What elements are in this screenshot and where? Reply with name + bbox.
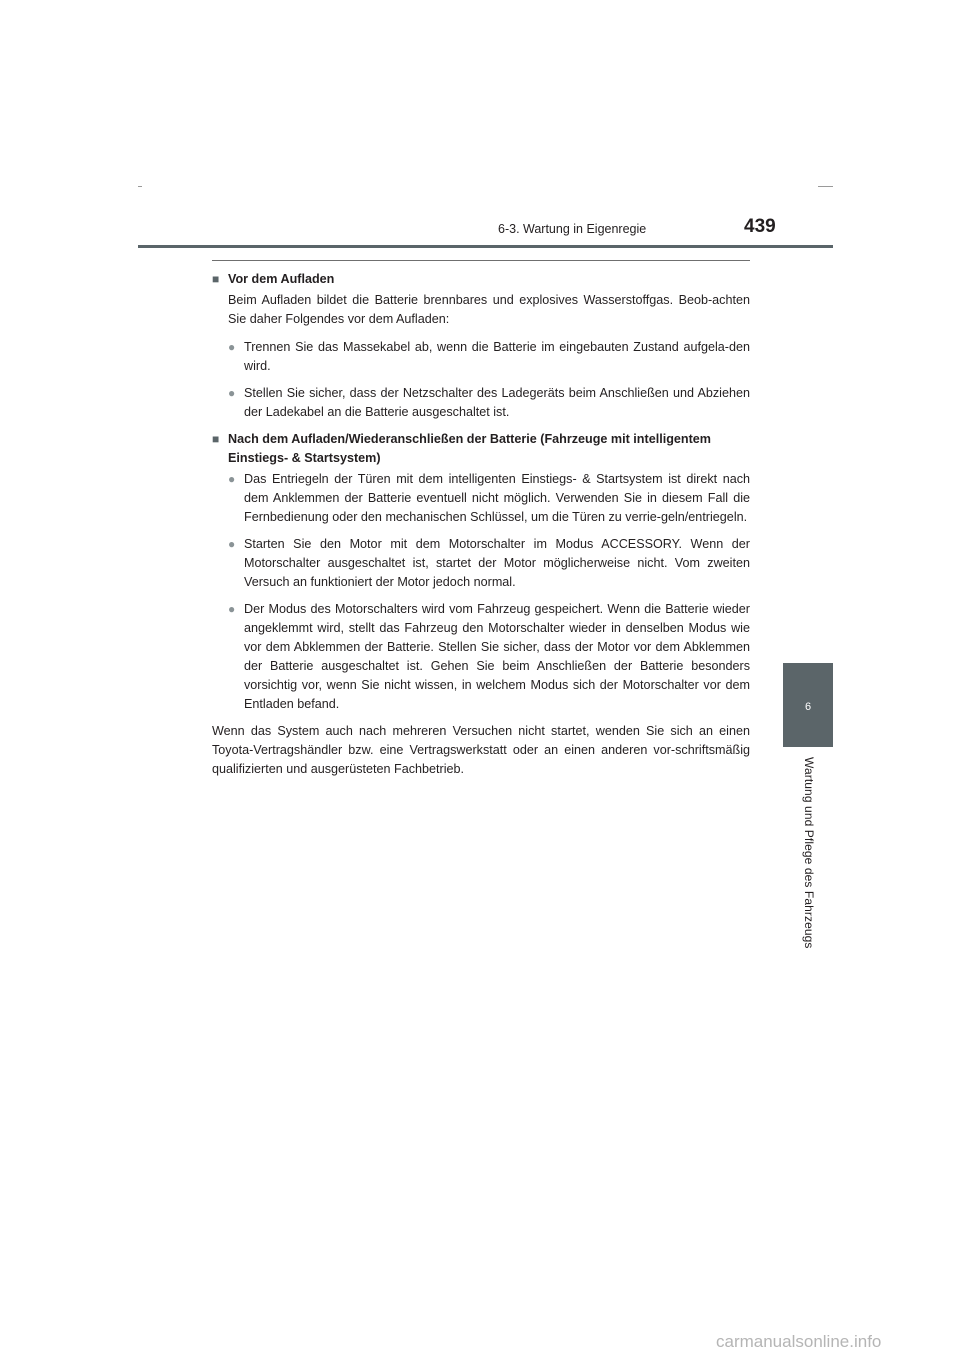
list-item-text: Der Modus des Motorschalters wird vom Fahrzeug gespeichert. Wenn die Batterie wieder angeklemmt wird, stellt das Fahrzeug den Motorschalter wieder in denselben Modus wie vor dem Abklemmen der Batterie. Stellen Sie sicher, dass der Motor vor dem Abklemmen der Batterie ausgeschaltet ist. Gehen Sie beim Anschließen der Batterie besonders vorsichtig vor, wenn Sie nicht wissen, in welchem Modus sich der Motorschalter vor dem Entladen befand. bbox=[244, 602, 750, 711]
header-rule bbox=[138, 245, 833, 248]
content-top-rule bbox=[212, 260, 750, 261]
section-intro: Beim Aufladen bildet die Batterie brennbares und explosives Wasserstoffgas. Beob-achten Sie daher Folgendes vor dem Aufladen: bbox=[228, 293, 750, 326]
section-heading-vor-dem-aufladen bbox=[212, 270, 750, 289]
circle-bullet-icon: ● bbox=[228, 340, 236, 354]
list-item-text: Das Entriegeln der Türen mit dem intelligenten Einstiegs- & Startsystem ist direkt nach dem Anklemmen der Batterie eventuell nicht möglich. Verwenden Sie in diesem Fall die Fernbedienung oder den mechanischen Schlüssel, um die Türen zu verrie-geln/entriegeln. bbox=[244, 472, 750, 524]
section-heading-text: Vor dem Aufladen bbox=[228, 272, 335, 286]
section-title: 6-3. Wartung in Eigenregie bbox=[498, 222, 647, 236]
chapter-number: 6 bbox=[804, 701, 812, 713]
crop-mark-left bbox=[138, 186, 142, 187]
section-heading-nach-dem-aufladen bbox=[212, 430, 750, 468]
square-bullet-icon: ■ bbox=[212, 432, 220, 446]
list-item bbox=[212, 470, 750, 527]
list-item bbox=[212, 384, 750, 422]
list-item-text: Trennen Sie das Massekabel ab, wenn die Batterie im eingebauten Zustand aufgela-den wird. bbox=[244, 340, 750, 373]
closing-paragraph: Wenn das System auch nach mehreren Versuchen nicht startet, wenden Sie sich an einen Toyota-Vertragshändler bzw. eine Vertragswerkstatt oder an einen anderen vor-schriftsmäßig qualifizierten und ausgerüsteten Fachbetrieb. bbox=[212, 724, 750, 776]
circle-bullet-icon: ● bbox=[228, 602, 236, 616]
crop-mark-right bbox=[818, 186, 833, 187]
list-item-text: Stellen Sie sicher, dass der Netzschalter des Ladegeräts beim Anschließen und Abziehen der Ladekabel an die Batterie ausgeschaltet ist. bbox=[244, 386, 750, 419]
list-item bbox=[212, 338, 750, 376]
page-number: 439 bbox=[744, 216, 776, 237]
chapter-title: Wartung und Pflege des Fahrzeugs bbox=[802, 757, 816, 949]
content-body bbox=[212, 270, 750, 779]
circle-bullet-icon: ● bbox=[228, 472, 236, 486]
circle-bullet-icon: ● bbox=[228, 386, 236, 400]
section-heading-text: Nach dem Aufladen/Wiederanschließen der Batterie (Fahrzeuge mit intelligentem Einstiegs- & Startsystem) bbox=[228, 432, 711, 465]
list-item bbox=[212, 535, 750, 592]
circle-bullet-icon: ● bbox=[228, 537, 236, 551]
square-bullet-icon: ■ bbox=[212, 272, 220, 286]
chapter-tab bbox=[783, 663, 833, 747]
list-item bbox=[212, 600, 750, 714]
list-item-text: Starten Sie den Motor mit dem Motorschalter im Modus ACCESSORY. Wenn der Motorschalter ausgeschaltet ist, startet der Motor möglicherweise nicht. Vom zweiten Versuch an funktioniert der Motor jedoch normal. bbox=[244, 537, 750, 589]
watermark: carmanualsonline.info bbox=[716, 1332, 882, 1351]
